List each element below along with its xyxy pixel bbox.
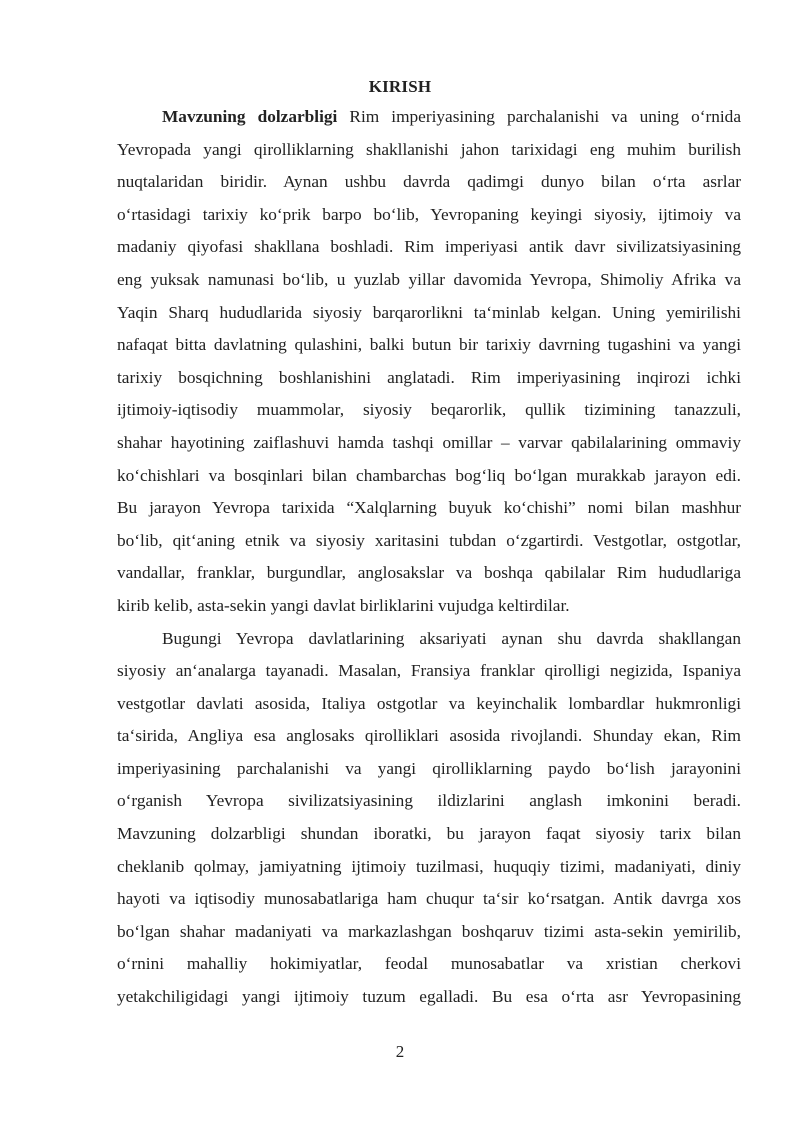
text-line: eng yuksak namunasi bo‘lib, u yuzlab yillar davomida Yevropa, Shimoliy Afrika va: [117, 269, 741, 289]
text-line: nafaqat bitta davlatning qulashini, balki butun bir tarixiy davrning tugashini va yangi: [117, 335, 741, 355]
text-line: hayoti va iqtisodiy munosabatlariga ham chuqur ta‘sir ko‘rsatgan. Antik davrga xos: [117, 889, 741, 909]
text-line: Mavzuning dolzarbligi Rim imperiyasining parchalanishi va uning o‘rnida: [162, 107, 741, 126]
text-line: vandallar, franklar, burgundlar, anglosakslar va boshqa qabilalar Rim hududlariga: [117, 563, 741, 583]
text-line: Mavzuning dolzarbligi shundan iboratki, bu jarayon faqat siyosiy tarix bilan: [117, 824, 741, 844]
text-line: Yaqin Sharq hududlarida siyosiy barqarorlikni ta‘minlab kelgan. Uning yemirilishi: [117, 302, 741, 322]
body-text: [117, 101, 741, 1014]
text-line: bo‘lib, qit‘aning etnik va siyosiy xaritasini tubdan o‘zgartirdi. Vestgotlar, ostgotlar,: [117, 530, 741, 550]
text-line: o‘rtasidagi tarixiy ko‘prik barpo bo‘lib, Yevropaning keyingi siyosiy, ijtimoiy va: [117, 204, 741, 224]
lead-phrase: Mavzuning dolzarbligi: [162, 107, 338, 126]
text-line: bo‘lgan shahar madaniyati va markazlashgan boshqaruv tizimi asta-sekin yemirilib,: [117, 921, 741, 941]
text-line: Bu jarayon Yevropa tarixida “Xalqlarning buyuk ko‘chishi” nomi bilan mashhur: [117, 498, 741, 518]
text-line: madaniy qiyofasi shakllana boshladi. Rim imperiyasi antik davr sivilizatsiyasining: [117, 237, 741, 257]
text-line: siyosiy an‘analarga tayanadi. Masalan, Fransiya franklar qirolligi negizida, Ispaniya: [117, 661, 741, 681]
text-line: shahar hayotining zaiflashuvi hamda tashqi omillar – varvar qabilalarining ommaviy: [117, 432, 741, 452]
text-line: o‘rnini mahalliy hokimiyatlar, feodal munosabatlar va xristian cherkovi: [117, 954, 741, 974]
text-line: cheklanib qolmay, jamiyatning ijtimoiy tuzilmasi, huquqiy tizimi, madaniyati, diniy: [117, 856, 741, 876]
section-heading: KIRISH: [368, 77, 432, 96]
paragraph-2: [117, 623, 741, 1014]
text-line: ta‘sirida, Angliya esa anglosaks qirolliklari asosida rivojlandi. Shunday ekan, Rim: [117, 726, 741, 746]
text-line: ijtimoiy-iqtisodiy muammolar, siyosiy beqarorlik, qullik tizimining tanazzuli,: [117, 400, 741, 420]
text-line: Bugungi Yevropa davlatlarining aksariyati aynan shu davrda shakllangan: [162, 628, 741, 648]
paragraph-1: [117, 101, 741, 623]
text-line: o‘rganish Yevropa sivilizatsiyasining ildizlarini anglash imkonini beradi.: [117, 791, 741, 811]
text-line: Yevropada yangi qirolliklarning shakllanishi jahon tarixidagi eng muhim burilish: [117, 139, 741, 159]
text-line: kirib kelib, asta-sekin yangi davlat birliklarini vujudga keltirdilar.: [117, 595, 570, 615]
text-line: yetakchiligidagi yangi ijtimoiy tuzum egalladi. Bu esa o‘rta asr Yevropasining: [117, 987, 741, 1007]
page-number: 2: [395, 1042, 405, 1061]
text-line: imperiyasining parchalanishi va yangi qirolliklarning paydo bo‘lish jarayonini: [117, 758, 741, 778]
text-line: ko‘chishlari va bosqinlari bilan chambarchas bog‘liq bo‘lgan murakkab jarayon edi.: [117, 465, 741, 485]
text-line: tarixiy bosqichning boshlanishini anglatadi. Rim imperiyasining inqirozi ichki: [117, 367, 741, 387]
text-line: vestgotlar davlati asosida, Italiya ostgotlar va keyinchalik lombardlar hukmronligi: [117, 693, 741, 713]
text-line: nuqtalaridan biridir. Aynan ushbu davrda qadimgi dunyo bilan o‘rta asrlar: [117, 172, 741, 192]
